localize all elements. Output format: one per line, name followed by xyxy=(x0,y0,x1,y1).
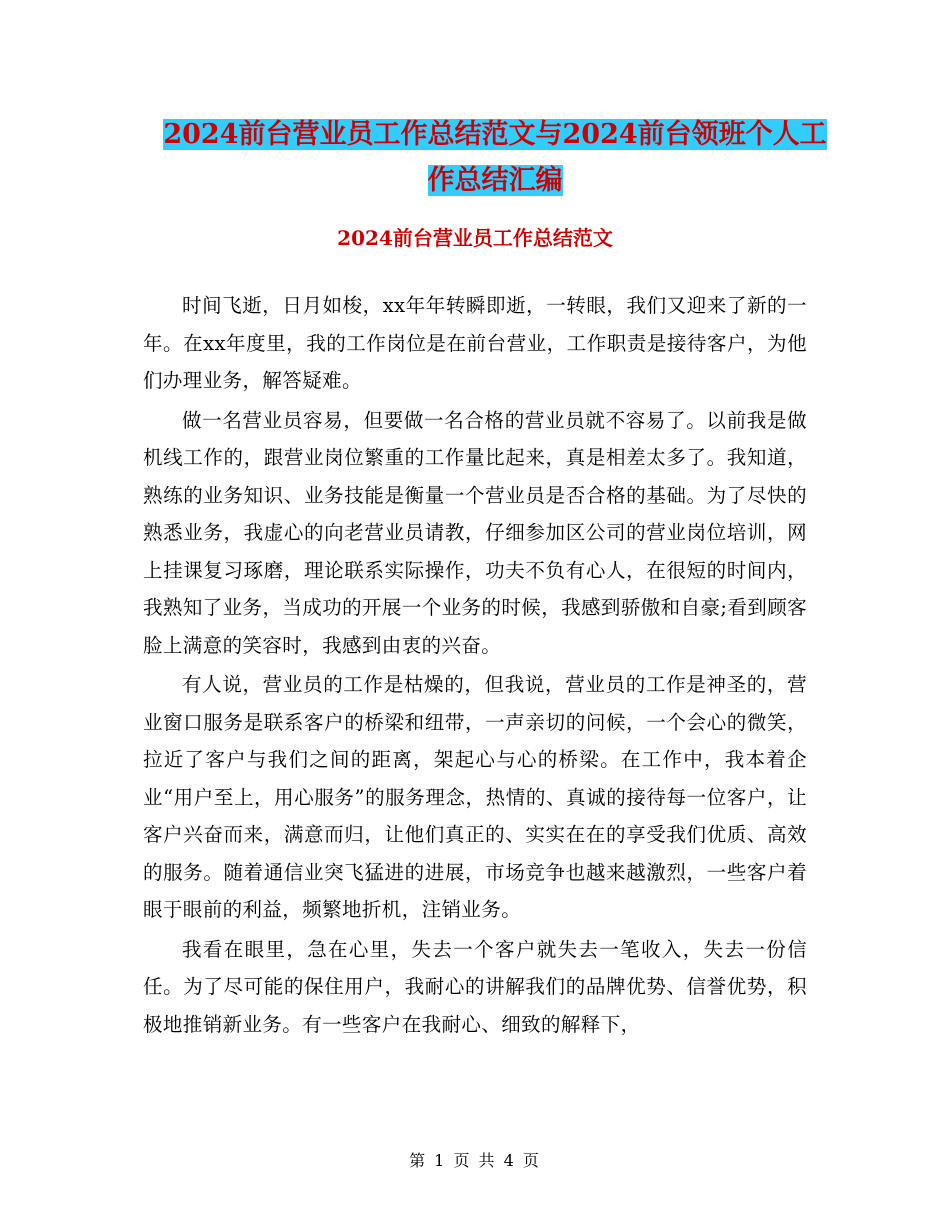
document-title xyxy=(140,112,850,204)
document-title-line2: 作总结汇编 xyxy=(427,165,563,196)
section-heading: 2024前台营业员工作总结范文 xyxy=(337,226,613,250)
page-footer: 第 1 页 共 4 页 xyxy=(409,1151,541,1170)
body-paragraph: 有人说，营业员的工作是枯燥的，但我说，营业员的工作是神圣的，营业窗口服务是联系客户的桥梁和纽带，一声亲切的问候，一个会心的微笑，拉近了客户与我们之间的距离，架起心与心的桥梁。在工作中，我本着企业“用户至上，用心服务”的服务理念，热情的、真诚的接待每一位客户，让客户兴奋而来，满意而归，让他们真正的、实实在在的享受我们优质、高效的服务。随着通信业突飞猛进的进展，市场竞争也越来越激烈，一些客户着眼于眼前的利益，频繁地折机，注销业务。 xyxy=(143,673,807,921)
document-title-line1: 2024前台营业员工作总结范文与2024前台领班个人工 xyxy=(163,119,827,150)
body-paragraph: 我看在眼里，急在心里，失去一个客户就失去一笔收入，失去一份信任。为了尽可能的保住用户，我耐心的讲解我们的品牌优势、信誉优势，积极地推销新业务。有一些客户在我耐心、细致的解释下， xyxy=(143,937,807,1036)
body-paragraph: 做一名营业员容易，但要做一名合格的营业员就不容易了。以前我是做机线工作的，跟营业岗位繁重的工作量比起来，真是相差太多了。我知道，熟练的业务知识、业务技能是衡量一个营业员是否合格的基础。为了尽快的熟悉业务，我虚心的向老营业员请教，仔细参加区公司的营业岗位培训，网上挂课复习琢磨，理论联系实际操作，功夫不负有心人，在很短的时间内，我熟知了业务，当成功的开展一个业务的时候，我感到骄傲和自豪;看到顾客脸上满意的笑容时，我感到由衷的兴奋。 xyxy=(143,408,807,657)
body-paragraph: 时间飞逝，日月如梭，xx年年转瞬即逝，一转眼，我们又迎来了新的一年。在xx年度里，我的工作岗位是在前台营业，工作职责是接待客户，为他们办理业务，解答疑难。 xyxy=(143,294,807,392)
document-body xyxy=(143,287,807,1045)
